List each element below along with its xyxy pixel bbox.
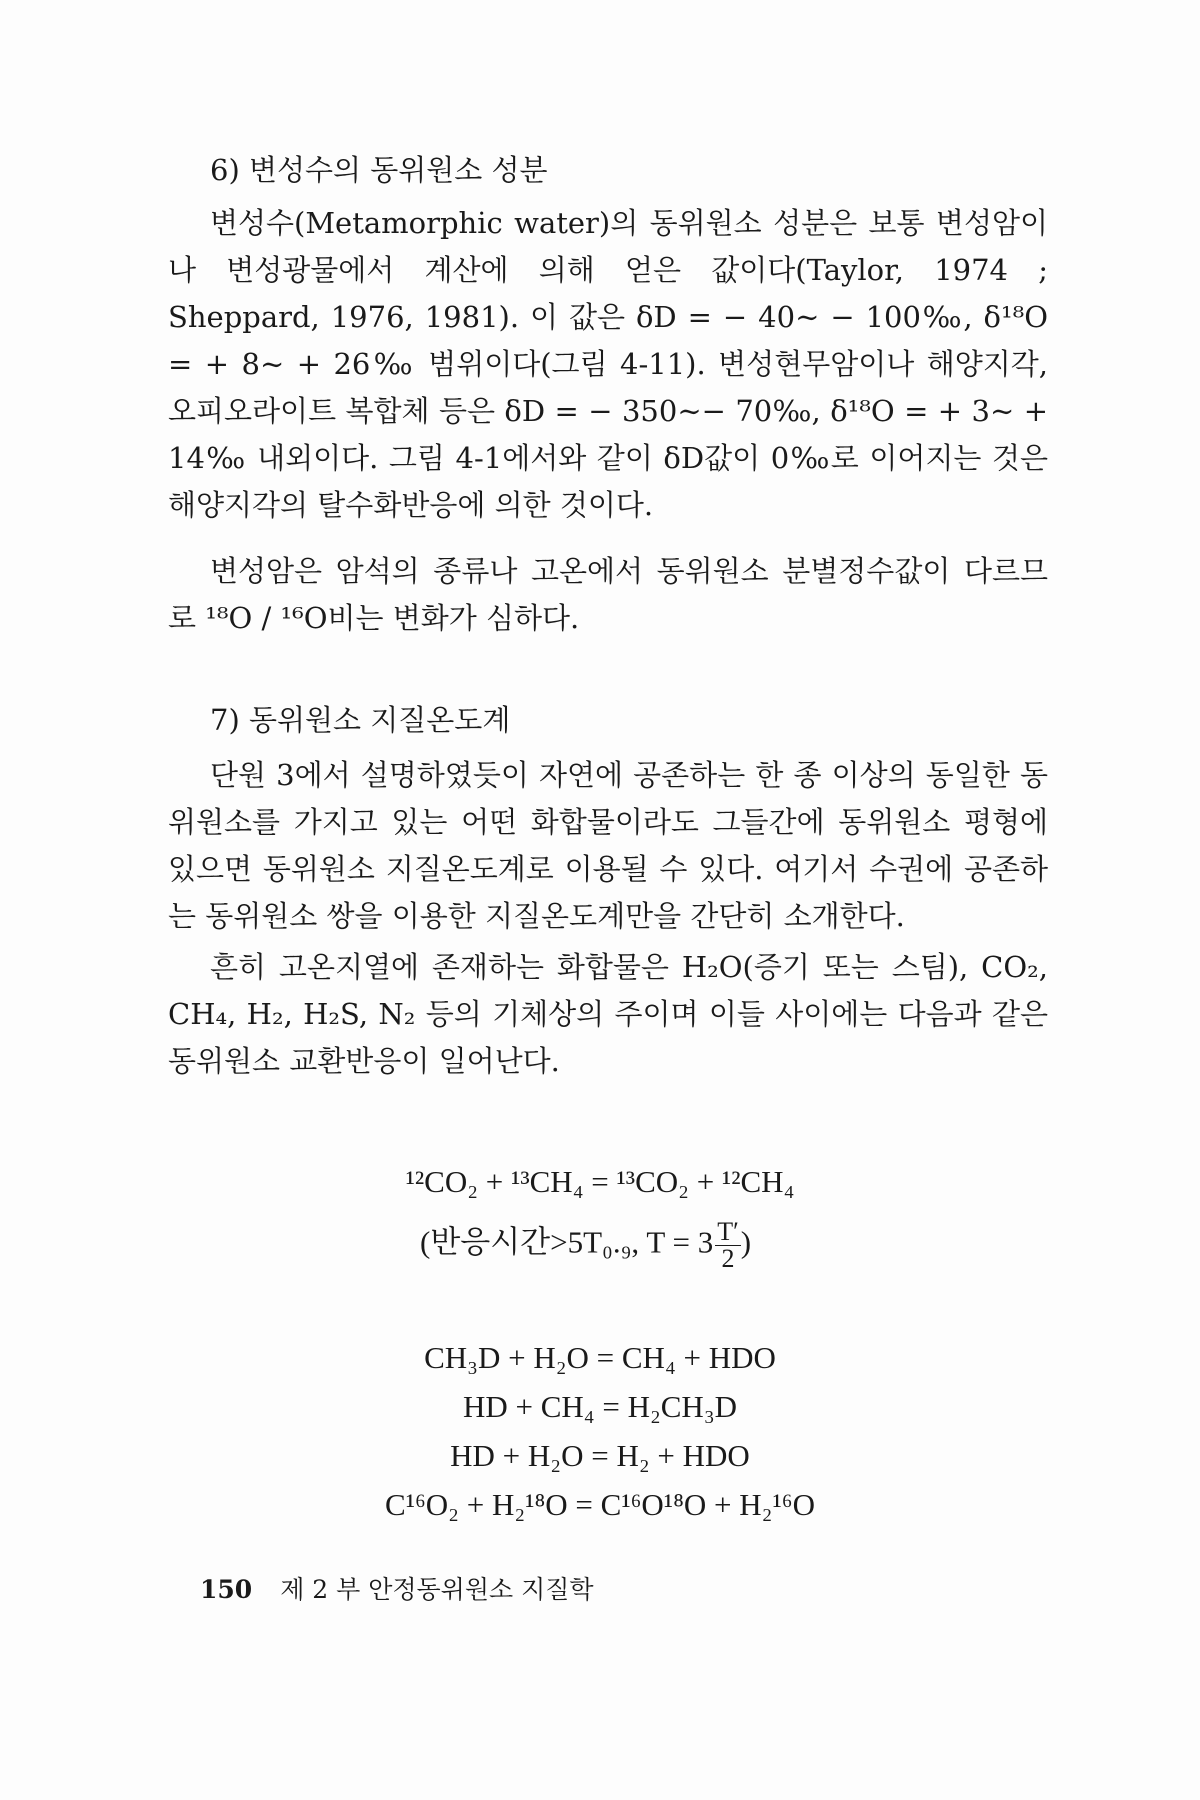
section-heading-6: 6) 변성수의 동위원소 성분 [210,153,548,187]
equation-methane-water: CH₃D + H₂O = CH₄ + HDO [424,1340,776,1375]
equation-hd-water: HD + H₂O = H₂ + HDO [450,1438,750,1473]
paragraph-gas-compounds: 흔히 고온지열에 존재하는 화합물은 H₂O(증기 또는 스팀), CO₂, CH₄, H₂, H₂S, N₂ 등의 기체상의 주이며 이들 사이에는 다음과 같은 동위원소 교환반응이 일어난다. [168,950,1048,1078]
equation-hd-methane: HD + CH₄ = H₂CH₃D [462,1389,738,1424]
condition-fraction [715,1219,741,1272]
condition-suffix: ) [740,1224,752,1260]
paragraph-metamorphic-rock: 변성암은 암석의 종류나 고온에서 동위원소 분별정수값이 다르므로 ¹⁸O / ¹⁶O비는 변화가 심하다. [168,554,1048,635]
paragraph-metamorphic-water: 변성수(Metamorphic water)의 동위원소 성분은 보통 변성암이나 변성광물에서 계산에 의해 얻은 값이다(Taylor, 1974 ; Sheppard, 1976, 1981). 이 값은 δD = − 40∼ − 100‰, δ¹⁸O = + 8∼ + 26‰ 범위이다(그림 4-11). 변성현무암이나 해양지각, 오피오라이트 복합체 등은 δD = − 350∼− 70‰, δ¹⁸O = + 3∼ + 14‰ 내외이다. 그림 4-1에서와 같이 δD값이 0‰로 이어지는 것은 해양지각의 탈수화반응에 의한 것이다. [168,206,1048,522]
equation-condition [420,1219,751,1272]
fraction-denominator: 2 [721,1244,735,1273]
paragraph-geothermometer-intro: 단원 3에서 설명하였듯이 자연에 공존하는 한 종 이상의 동일한 동위원소를 가지고 있는 어떤 화합물이라도 그들간에 동위원소 평형에 있으면 동위원소 지질온도계로 이용될 수 있다. 여기서 수권에 공존하는 동위원소 쌍을 이용한 지질온도계만을 간단히 소개한다. [168,758,1048,933]
page-footer [200,1574,594,1606]
equation-oxygen-exchange: C¹⁶O₂ + H₂¹⁸O = C¹⁶O¹⁸O + H₂¹⁶O [385,1487,815,1522]
section-heading-7: 7) 동위원소 지질온도계 [210,703,511,737]
condition-prefix: (반응시간>5T₀.₉, T = 3 [420,1224,714,1260]
running-title: 제 2 부 안정동위원소 지질학 [280,1575,594,1604]
fraction-numerator: T′ [717,1217,739,1246]
equation-carbon-exchange: ¹²CO₂ + ¹³CH₄ = ¹³CO₂ + ¹²CH₄ [405,1164,795,1199]
page-number: 150 [200,1575,253,1604]
